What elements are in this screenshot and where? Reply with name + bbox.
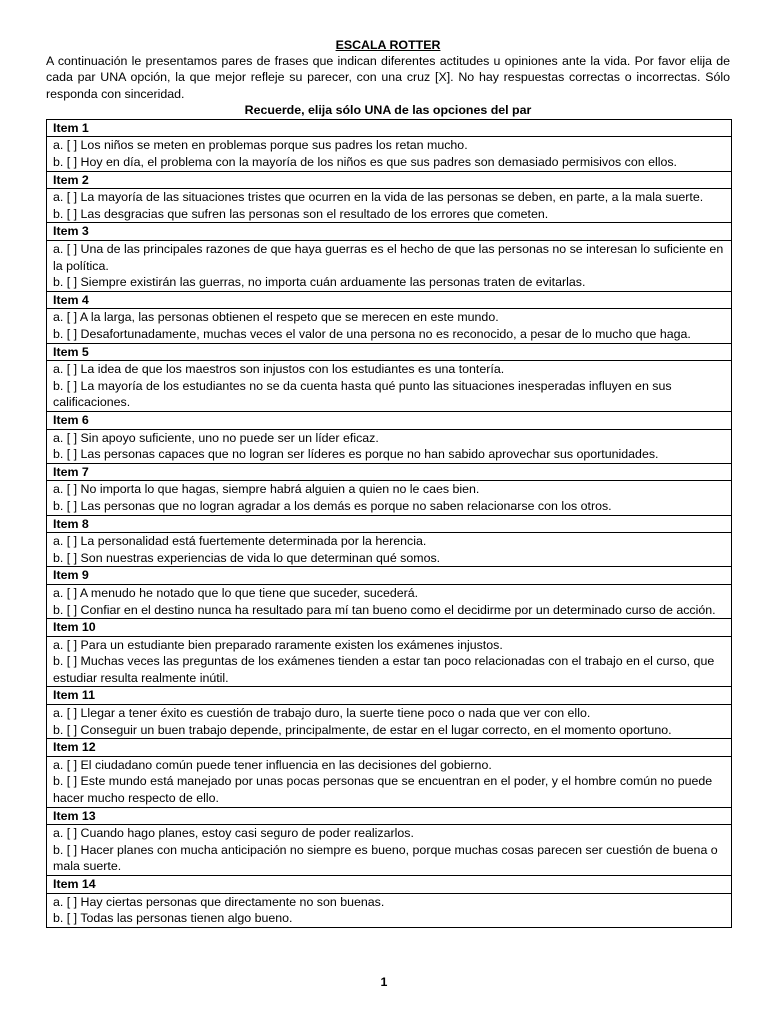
option-a: a. [ ] La personalidad está fuertemente determinada por la herencia. — [53, 534, 427, 549]
option-a: a. [ ] A menudo he notado que lo que tiene que suceder, sucederá. — [53, 585, 419, 600]
option-b: b. [ ] Siempre existirán las guerras, no importa cuán arduamente las personas traten de evitarlas. — [53, 275, 586, 290]
option-a: a. [ ] El ciudadano común puede tener influencia en las decisiones del gobierno. — [53, 757, 492, 772]
item-header-row — [47, 687, 732, 705]
option-b: b. [ ] Muchas veces las preguntas de los exámenes tienden a estar tan poco relacionadas con el trabajo en el curso, que estudiar resulta realmente inútil. — [53, 654, 715, 685]
item-options — [47, 429, 732, 463]
items-table-body — [47, 119, 732, 927]
item-options-row — [47, 636, 732, 687]
item-header-row — [47, 171, 732, 189]
item-options — [47, 584, 732, 618]
item-label: Item 12 — [47, 739, 732, 757]
option-a: a. [ ] Hay ciertas personas que directamente no son buenas. — [53, 894, 385, 909]
option-a: a. [ ] Para un estudiante bien preparado raramente existen los exámenes injustos. — [53, 637, 503, 652]
option-b: b. [ ] Hoy en día, el problema con la mayoría de los niños es que sus padres son demasiado permisivos con ellos. — [53, 155, 677, 170]
item-options — [47, 241, 732, 292]
item-label: Item 6 — [47, 411, 732, 429]
option-b: b. [ ] La mayoría de los estudiantes no se da cuenta hasta qué punto las situaciones inesperadas influyen en sus calificaciones. — [53, 378, 672, 410]
item-header-row — [47, 291, 732, 309]
item-options-row — [47, 533, 732, 567]
option-b: b. [ ] Son nuestras experiencias de vida lo que determinan qué somos. — [53, 550, 441, 565]
document-title: ESCALA ROTTER — [335, 38, 441, 52]
option-b: b. [ ] Este mundo está manejado por unas pocas personas que se encuentran en el poder, y el hombre común no puede hacer mucho respecto de ello. — [53, 774, 713, 806]
item-header-row — [47, 463, 732, 481]
item-options — [47, 189, 732, 223]
item-label: Item 10 — [47, 619, 732, 637]
option-b: b. [ ] Conseguir un buen trabajo depende, principalmente, de estar en el lugar correcto, en el momento oportuno. — [53, 722, 672, 737]
item-options — [47, 825, 732, 876]
option-a: a. [ ] Llegar a tener éxito es cuestión de trabajo duro, la suerte tiene poco o nada que ver con ello. — [53, 706, 591, 721]
item-header-row — [47, 619, 732, 637]
item-header-row — [47, 343, 732, 361]
item-label: Item 5 — [47, 343, 732, 361]
item-options-row — [47, 189, 732, 223]
item-options — [47, 309, 732, 343]
item-options — [47, 481, 732, 515]
item-options-row — [47, 429, 732, 463]
item-options — [47, 137, 732, 171]
item-header-row — [47, 567, 732, 585]
item-options-row — [47, 584, 732, 618]
item-options-row — [47, 137, 732, 171]
option-a: a. [ ] A la larga, las personas obtienen el respeto que se merecen en este mundo. — [53, 310, 499, 325]
item-label: Item 11 — [47, 687, 732, 705]
option-b: b. [ ] Las desgracias que sufren las personas son el resultado de los errores que cometen. — [53, 206, 549, 221]
item-label: Item 7 — [47, 463, 732, 481]
item-label: Item 8 — [47, 515, 732, 533]
option-b: b. [ ] Las personas capaces que no logran ser líderes es porque no han sabido aprovechar sus oportunidades. — [53, 447, 659, 462]
item-label: Item 9 — [47, 567, 732, 585]
option-b: b. [ ] Desafortunadamente, muchas veces el valor de una persona no es reconocido, a pesar de lo mucho que haga. — [53, 327, 691, 342]
item-header-row — [47, 223, 732, 241]
document-page — [46, 38, 730, 928]
item-options-row — [47, 361, 732, 412]
item-options — [47, 533, 732, 567]
option-b: b. [ ] Las personas que no logran agradar a los demás es porque no saben relacionarse con los otros. — [53, 498, 612, 513]
item-header-row — [47, 876, 732, 894]
item-label: Item 14 — [47, 876, 732, 894]
option-a: a. [ ] La idea de que los maestros son injustos con los estudiantes es una tontería. — [53, 362, 505, 377]
item-options — [47, 893, 732, 927]
option-b: b. [ ] Todas las personas tienen algo bueno. — [53, 911, 293, 926]
item-header-row — [47, 739, 732, 757]
item-options-row — [47, 825, 732, 876]
option-a: a. [ ] La mayoría de las situaciones tristes que ocurren en la vida de las personas se deben, en parte, a la mala suerte. — [53, 190, 704, 205]
option-a: a. [ ] Los niños se meten en problemas porque sus padres los retan mucho. — [53, 138, 468, 153]
item-header-row — [47, 515, 732, 533]
option-a: a. [ ] Una de las principales razones de que haya guerras es el hecho de que las personas no se interesan lo suficiente en la política. — [53, 242, 724, 273]
item-header-row — [47, 807, 732, 825]
item-options — [47, 756, 732, 807]
items-table — [46, 119, 732, 928]
reminder-note: Recuerde, elija sólo UNA de las opciones del par — [244, 102, 532, 117]
page-number: 1 — [380, 975, 388, 989]
item-options-row — [47, 756, 732, 807]
item-options — [47, 636, 732, 687]
item-header-row — [47, 119, 732, 137]
item-options-row — [47, 705, 732, 739]
item-options — [47, 361, 732, 412]
item-header-row — [47, 411, 732, 429]
item-label: Item 1 — [47, 119, 732, 137]
option-a: a. [ ] No importa lo que hagas, siempre habrá alguien a quien no le caes bien. — [53, 482, 480, 497]
option-b: b. [ ] Hacer planes con mucha anticipación no siempre es bueno, porque muchas cosas parecen ser cuestión de buena o mala suerte. — [53, 842, 718, 874]
option-a: a. [ ] Cuando hago planes, estoy casi seguro de poder realizarlos. — [53, 826, 414, 841]
item-options — [47, 705, 732, 739]
option-b: b. [ ] Confiar en el destino nunca ha resultado para mí tan bueno como el decidirme por un determinado curso de acción. — [53, 602, 716, 617]
item-label: Item 4 — [47, 291, 732, 309]
item-options-row — [47, 893, 732, 927]
item-label: Item 2 — [47, 171, 732, 189]
item-options-row — [47, 241, 732, 292]
item-label: Item 3 — [47, 223, 732, 241]
item-label: Item 13 — [47, 807, 732, 825]
item-options-row — [47, 309, 732, 343]
item-options-row — [47, 481, 732, 515]
option-a: a. [ ] Sin apoyo suficiente, uno no puede ser un líder eficaz. — [53, 430, 379, 445]
instructions-paragraph: A continuación le presentamos pares de frases que indican diferentes actitudes u opiniones ante la vida. Por favor elija de cada par UNA opción, la que mejor refleje su parecer, con una cruz [X]. No hay respuestas correctas o incorrectas. Sólo responda con sinceridad. — [46, 54, 730, 101]
